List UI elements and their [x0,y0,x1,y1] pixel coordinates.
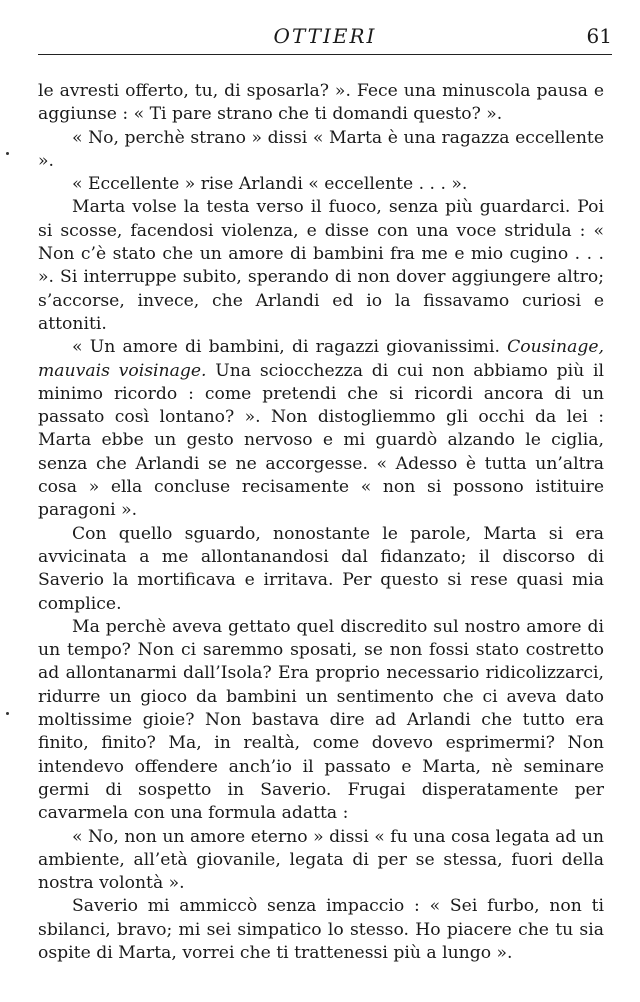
page-header [38,22,612,56]
paragraph: « Eccellente » rise Arlandi « eccellente . . . ». [72,174,468,195]
paragraph: Saverio mi ammiccò senza impaccio : « Sei furbo, non ti sbilanci, bravo; mi sei simpatico lo stesso. Ho piacere che tu sia ospite di Marta, vorrei che ti trattenessi più a lungo ». [38,896,604,963]
body-text [38,80,604,965]
paragraph: Marta volse la testa verso il fuoco, senza più guardarci. Poi si scosse, facendosi violenza, e disse con una voce stridula : « Non c’è stato che un amore di bambini fra me e mio cugino . . . ». Si interruppe subito, sperando di non dover aggiungere altro; s’accorse, invece, che Arlandi ed io la fissavamo curiosi e attoniti. [38,197,604,334]
paragraph: Ma perchè aveva gettato quel discredito sul nostro amore di un tempo? Non ci saremmo sposati, se non fossi stato costretto ad allontanarmi dall’Isola? Era proprio necessario ridicolizzarci, ridurre un gioco da bambini un sentimento che ci aveva dato moltissime gioie? Non bastava dire ad Arlandi che tutto era finito, finito? Ma, in realtà, come dovevo esprimermi? Non intendevo offendere anch’io il passato e Marta, nè seminare germi di sospetto in Saverio. Frugai disperatamente per cavarmela con una formula adatta : [38,616,604,824]
paragraph: « No, non un amore eterno » dissi « fu una cosa legata ad un ambiente, all’età giovanile, legata di per se stessa, fuori della nostra volontà ». [38,826,604,894]
margin-speck [6,712,9,715]
margin-speck [6,152,9,155]
paragraph: Con quello sguardo, nonostante le parole, Marta si era avvicinata a me allontanandosi dal fidanzato; il discorso di Saverio la mortificava e irritava. Per questo si rese quasi mia complice. [38,523,604,614]
paragraph [38,336,604,522]
paragraph: le avresti offerto, tu, di sposarla? ». Fece una minuscola pausa e aggiunse : « Ti pare strano che ti domandi questo? ». [38,81,604,125]
paragraph-text: « Un amore di bambini, di ragazzi giovanissimi. [72,337,508,358]
page-number: 61 [586,24,612,48]
italic-phrase: Cousinage, mauvais voisinage. [38,337,604,381]
running-title: OTTIERI [273,24,377,48]
header-rule [38,54,612,55]
paragraph-text: Una sciocchezza di cui non abbiamo più il minimo ricordo : come pretendi che si ricordi ancora di un passato così lontano? ». Non distogliemmo gli occhi da lei : Marta ebbe un gesto nervoso e mi guardò alzando le ciglia, senza che Arlandi se ne accorgesse. « Adesso è tutta un’altra cosa » ella concluse recisamente « non si possono istituire paragoni ». [38,360,604,521]
paragraph: « No, perchè strano » dissi « Marta è una ragazza eccellente ». [38,127,604,171]
